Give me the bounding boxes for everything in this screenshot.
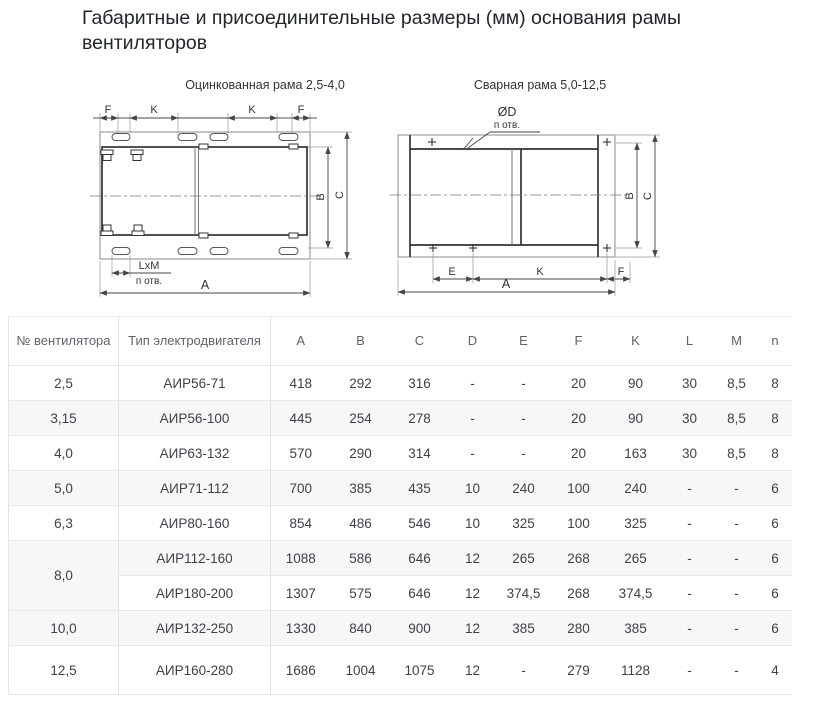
cell: 278 bbox=[391, 401, 449, 436]
dim-label-c: C bbox=[642, 192, 654, 200]
header-n: n bbox=[759, 317, 792, 366]
table-row bbox=[9, 541, 792, 576]
cell: 292 bbox=[331, 366, 391, 401]
cell: - bbox=[497, 646, 551, 695]
cell: - bbox=[497, 401, 551, 436]
cell: 100 bbox=[551, 506, 607, 541]
cell: 325 bbox=[607, 506, 665, 541]
left-drawing-title: Оцинкованная рама 2,5-4,0 bbox=[185, 78, 345, 92]
right-drawing-title: Сварная рама 5,0-12,5 bbox=[473, 78, 607, 92]
dim-label-b: B bbox=[624, 192, 636, 200]
frame-base-plate bbox=[90, 132, 322, 259]
cell: 840 bbox=[331, 611, 391, 646]
table-row bbox=[9, 366, 792, 401]
cell: 12 bbox=[449, 576, 497, 611]
cell: - bbox=[665, 471, 715, 506]
cell: 6 bbox=[759, 541, 792, 576]
cell: 6 bbox=[759, 576, 792, 611]
dim-label-e: E bbox=[448, 266, 456, 278]
table-row bbox=[9, 436, 792, 471]
cell: АИР80-160 bbox=[119, 506, 271, 541]
dim-label-c: C bbox=[334, 191, 346, 199]
cell: 90 bbox=[607, 401, 665, 436]
cell: АИР112-160 bbox=[119, 541, 271, 576]
cell: 12 bbox=[449, 646, 497, 695]
cell-merged-fan-number: 8,0 bbox=[9, 541, 119, 611]
cell: 1307 bbox=[271, 576, 331, 611]
cell: 12 bbox=[449, 541, 497, 576]
cell: 8 bbox=[759, 401, 792, 436]
cell: - bbox=[665, 541, 715, 576]
cell: 1686 bbox=[271, 646, 331, 695]
cell: 570 bbox=[271, 436, 331, 471]
cell: 486 bbox=[331, 506, 391, 541]
cell: - bbox=[449, 366, 497, 401]
cell: АИР56-100 bbox=[119, 401, 271, 436]
cell: АИР56-71 bbox=[119, 366, 271, 401]
cell: 12,5 bbox=[9, 646, 119, 695]
cell: 586 bbox=[331, 541, 391, 576]
cell: 646 bbox=[391, 576, 449, 611]
cell: 265 bbox=[607, 541, 665, 576]
cell: 280 bbox=[551, 611, 607, 646]
dim-label-lxm: LxM bbox=[138, 260, 160, 272]
header-l: L bbox=[665, 317, 715, 366]
dim-label-f: F bbox=[297, 104, 305, 116]
cell: 385 bbox=[607, 611, 665, 646]
side-dimensions bbox=[616, 135, 660, 257]
cell: - bbox=[715, 471, 759, 506]
cell: 385 bbox=[331, 471, 391, 506]
cell: 6 bbox=[759, 471, 792, 506]
cell: 6,3 bbox=[9, 506, 119, 541]
cell: АИР132-250 bbox=[119, 611, 271, 646]
cell: 435 bbox=[391, 471, 449, 506]
cell: - bbox=[715, 611, 759, 646]
table-row bbox=[9, 506, 792, 541]
hole-callout bbox=[463, 105, 540, 150]
cell: 900 bbox=[391, 611, 449, 646]
cell: 30 bbox=[665, 366, 715, 401]
bottom-dimensions bbox=[100, 255, 310, 297]
frame-outline bbox=[390, 135, 628, 257]
cell: 3,15 bbox=[9, 401, 119, 436]
cell: - bbox=[449, 436, 497, 471]
cell: - bbox=[665, 646, 715, 695]
cell: 646 bbox=[391, 541, 449, 576]
cell: - bbox=[449, 401, 497, 436]
dim-label-diameter: ØD bbox=[497, 105, 517, 119]
cell: - bbox=[715, 576, 759, 611]
cell: 30 bbox=[665, 436, 715, 471]
side-dimensions bbox=[308, 132, 352, 259]
dim-label-k: K bbox=[248, 104, 256, 116]
cell: 575 bbox=[331, 576, 391, 611]
cell: 1075 bbox=[391, 646, 449, 695]
cell: 10,0 bbox=[9, 611, 119, 646]
dim-label-b: B bbox=[315, 193, 327, 201]
cell: 2,5 bbox=[9, 366, 119, 401]
header-b: B bbox=[331, 317, 391, 366]
galvanized-frame-drawing bbox=[85, 92, 355, 307]
cell: 6 bbox=[759, 611, 792, 646]
cell: 240 bbox=[497, 471, 551, 506]
header-f: F bbox=[551, 317, 607, 366]
cell: 316 bbox=[391, 366, 449, 401]
dim-label-holes: п отв. bbox=[135, 276, 163, 287]
cell: 314 bbox=[391, 436, 449, 471]
cell: 1330 bbox=[271, 611, 331, 646]
cell: - bbox=[715, 506, 759, 541]
dim-label-a: A bbox=[200, 278, 210, 292]
cell: 10 bbox=[449, 506, 497, 541]
cell: АИР180-200 bbox=[119, 576, 271, 611]
dim-label-holes: п отв. bbox=[493, 120, 521, 131]
cell: 265 bbox=[497, 541, 551, 576]
dimensions-table bbox=[8, 316, 792, 695]
cell: 12 bbox=[449, 611, 497, 646]
cell: 8,5 bbox=[715, 436, 759, 471]
cell: 445 bbox=[271, 401, 331, 436]
cell: - bbox=[497, 366, 551, 401]
dim-label-a: A bbox=[501, 277, 511, 291]
cell: 268 bbox=[551, 576, 607, 611]
cell: 8 bbox=[759, 366, 792, 401]
cell: 240 bbox=[607, 471, 665, 506]
cell: 163 bbox=[607, 436, 665, 471]
cell: 4,0 bbox=[9, 436, 119, 471]
cell: - bbox=[715, 646, 759, 695]
cell: - bbox=[715, 541, 759, 576]
cell: 6 bbox=[759, 506, 792, 541]
dim-label-k: K bbox=[150, 104, 158, 116]
cell: 290 bbox=[331, 436, 391, 471]
cell: 20 bbox=[551, 401, 607, 436]
cell: 90 bbox=[607, 366, 665, 401]
cell: 854 bbox=[271, 506, 331, 541]
header-c: C bbox=[391, 317, 449, 366]
cell: 8 bbox=[759, 436, 792, 471]
cell: 418 bbox=[271, 366, 331, 401]
table-row bbox=[9, 576, 792, 611]
header-a: A bbox=[271, 317, 331, 366]
dim-label-f: F bbox=[104, 104, 112, 116]
cell: АИР63-132 bbox=[119, 436, 271, 471]
cell: 20 bbox=[551, 436, 607, 471]
welded-frame-drawing bbox=[390, 92, 680, 307]
cell: АИР160-280 bbox=[119, 646, 271, 695]
cell: 374,5 bbox=[607, 576, 665, 611]
cell: 325 bbox=[497, 506, 551, 541]
cell: 100 bbox=[551, 471, 607, 506]
header-d: D bbox=[449, 317, 497, 366]
header-fan-number: № вентилятора bbox=[9, 317, 119, 366]
cell: - bbox=[665, 611, 715, 646]
cell: 10 bbox=[449, 471, 497, 506]
header-e: E bbox=[497, 317, 551, 366]
cell: 20 bbox=[551, 366, 607, 401]
cell: - bbox=[665, 576, 715, 611]
cell: 385 bbox=[497, 611, 551, 646]
header-k: K bbox=[607, 317, 665, 366]
table-row bbox=[9, 471, 792, 506]
cell: АИР71-112 bbox=[119, 471, 271, 506]
cell: 546 bbox=[391, 506, 449, 541]
cell: 1128 bbox=[607, 646, 665, 695]
table-row bbox=[9, 401, 792, 436]
cell: 5,0 bbox=[9, 471, 119, 506]
cell: 254 bbox=[331, 401, 391, 436]
header-m: M bbox=[715, 317, 759, 366]
cell: 30 bbox=[665, 401, 715, 436]
dim-label-f: F bbox=[617, 266, 625, 278]
header-motor-type: Тип электродвигателя bbox=[119, 317, 271, 366]
cell: 1088 bbox=[271, 541, 331, 576]
cell: 4 bbox=[759, 646, 792, 695]
cell: - bbox=[665, 506, 715, 541]
cell: 374,5 bbox=[497, 576, 551, 611]
cell: 700 bbox=[271, 471, 331, 506]
dim-label-k: K bbox=[536, 266, 544, 278]
cell: 268 bbox=[551, 541, 607, 576]
bottom-dimensions bbox=[398, 253, 630, 296]
mounting-bolts bbox=[101, 144, 298, 238]
cell: 8,5 bbox=[715, 366, 759, 401]
table-row bbox=[9, 611, 792, 646]
table-header-row bbox=[9, 317, 792, 366]
cell: - bbox=[497, 436, 551, 471]
top-dimensions bbox=[93, 104, 317, 133]
table-row bbox=[9, 646, 792, 695]
cell: 279 bbox=[551, 646, 607, 695]
page-title: Габаритные и присоединительные размеры (мм) основания рамы вентиляторов bbox=[82, 7, 681, 55]
cell: 1004 bbox=[331, 646, 391, 695]
cell: 8,5 bbox=[715, 401, 759, 436]
